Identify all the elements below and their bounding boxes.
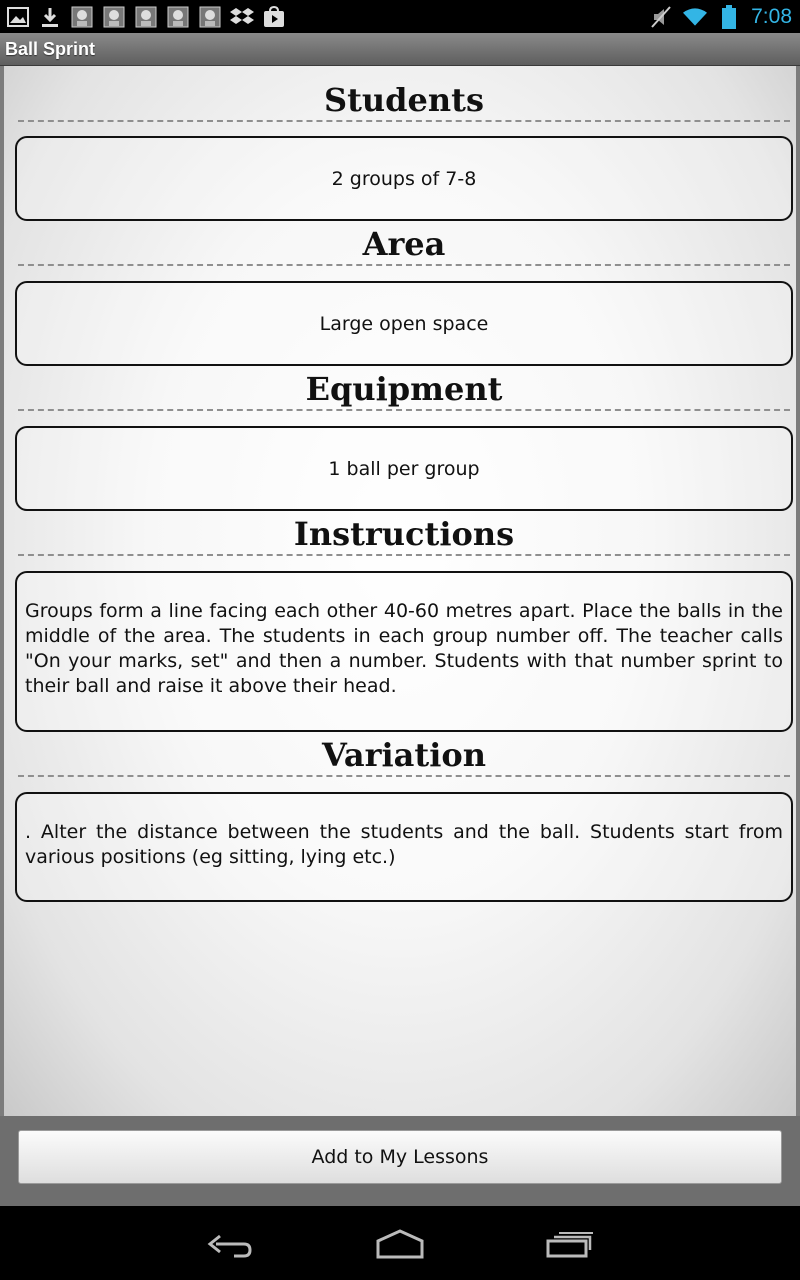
students-box xyxy=(15,136,793,221)
app-icon xyxy=(134,5,158,29)
clock-time: 7:08 xyxy=(751,5,792,28)
status-bar xyxy=(0,0,800,33)
instructions-heading: Instructions xyxy=(293,515,515,553)
mute-icon xyxy=(649,5,673,29)
back-icon[interactable] xyxy=(200,1226,260,1262)
divider xyxy=(18,264,790,266)
play-store-icon xyxy=(262,5,286,29)
equipment-heading: Equipment xyxy=(305,370,503,408)
equipment-value: 1 ball per group xyxy=(328,457,480,480)
download-icon xyxy=(38,5,62,29)
notification-icons xyxy=(6,4,286,30)
divider xyxy=(18,775,790,777)
page-title: Ball Sprint xyxy=(5,39,96,59)
app-icon xyxy=(70,5,94,29)
divider xyxy=(18,409,790,411)
lesson-content[interactable] xyxy=(0,66,800,1116)
students-value: 2 groups of 7-8 xyxy=(331,167,477,190)
variation-box xyxy=(15,792,793,902)
variation-text: . Alter the distance between the students and the ball. Students start from various positions (eg sitting, lying etc.) xyxy=(25,821,783,868)
action-bar xyxy=(0,1116,800,1206)
variation-heading: Variation xyxy=(322,736,486,774)
home-icon[interactable] xyxy=(370,1226,430,1262)
students-heading: Students xyxy=(324,81,484,119)
system-icons xyxy=(649,3,792,31)
app-icon xyxy=(198,5,222,29)
instructions-text: Groups form a line facing each other 40-60 metres apart. Place the balls in the middle of the area. The students in each group number off. The teacher calls "On your marks, set" and then a number. Students with that number sprint to their ball and raise it above their head. xyxy=(25,600,783,697)
dropbox-icon xyxy=(230,5,254,29)
divider xyxy=(18,120,790,122)
area-value: Large open space xyxy=(319,312,489,335)
title-bar xyxy=(0,33,800,66)
area-heading: Area xyxy=(362,225,446,263)
recent-apps-icon[interactable] xyxy=(540,1226,600,1262)
wifi-icon xyxy=(683,5,707,29)
app-icon xyxy=(166,5,190,29)
image-icon xyxy=(6,5,30,29)
instructions-box xyxy=(15,571,793,732)
equipment-box xyxy=(15,426,793,511)
add-to-my-lessons-button[interactable]: Add to My Lessons xyxy=(18,1130,782,1184)
area-box xyxy=(15,281,793,366)
divider xyxy=(18,554,790,556)
app-icon xyxy=(102,5,126,29)
navigation-bar xyxy=(0,1206,800,1280)
battery-icon xyxy=(717,5,741,29)
